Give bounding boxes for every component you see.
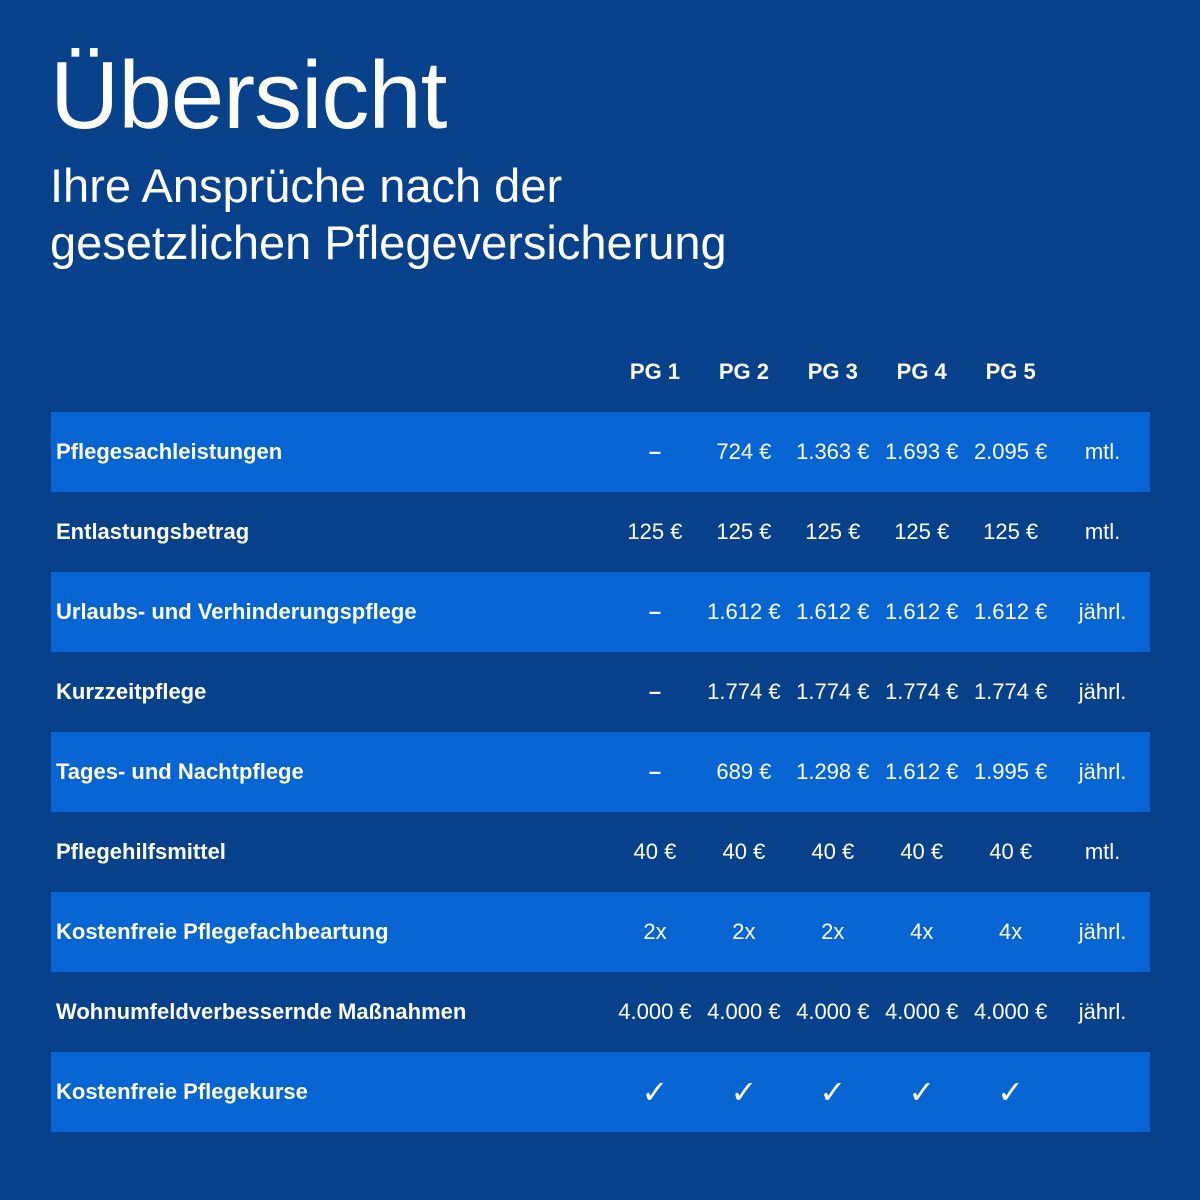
table-row: [51, 1052, 1150, 1132]
table-row: [51, 972, 1150, 1052]
table-cell: 1.612 €: [707, 599, 781, 624]
table-cell: 1.774 €: [885, 679, 959, 704]
table-cell: 4.000 €: [885, 999, 959, 1024]
row-unit: mtl.: [1084, 439, 1121, 464]
table-cell: –: [648, 759, 662, 784]
table-cell: 125 €: [805, 519, 861, 544]
table-cell: 125 €: [716, 519, 772, 544]
row-label: Kostenfreie Pflegekurse: [56, 1079, 308, 1104]
table-body: [51, 412, 1150, 1132]
checkmark-icon: ✓: [997, 1074, 1025, 1110]
checkmark-icon: ✓: [730, 1074, 758, 1110]
table-cell: 4.000 €: [796, 999, 870, 1024]
table-row: [51, 812, 1150, 892]
table-row: [51, 732, 1150, 812]
table-cell: 724 €: [716, 439, 772, 464]
row-label: Wohnumfeldverbessernde Maßnahmen: [56, 999, 467, 1024]
column-header-pg2: PG 2: [718, 359, 769, 384]
table-cell: 40 €: [900, 839, 944, 864]
table-cell: 689 €: [716, 759, 772, 784]
table-row: [51, 572, 1150, 652]
table-cell: 4.000 €: [618, 999, 692, 1024]
row-unit: jährl.: [1078, 919, 1127, 944]
table-cell: 4.000 €: [707, 999, 781, 1024]
row-label: Kostenfreie Pflegefachbeartung: [56, 919, 389, 944]
table-cell: –: [648, 679, 662, 704]
table-cell: 1.363 €: [796, 439, 870, 464]
column-header-pg1: PG 1: [629, 359, 681, 384]
table-cell: 1.612 €: [885, 599, 959, 624]
table-row: [51, 652, 1150, 732]
table-cell: 1.774 €: [796, 679, 870, 704]
table-cell: 2.095 €: [973, 439, 1048, 464]
table-cell: 2x: [821, 919, 845, 944]
table-header-row: [51, 332, 1150, 412]
table-cell: 1.995 €: [973, 759, 1048, 784]
column-header-pg4: PG 4: [896, 359, 947, 384]
table-cell: –: [648, 599, 662, 624]
table-cell: 1.774 €: [973, 679, 1048, 704]
table-cell: 1.693 €: [885, 439, 959, 464]
row-label: Kurzzeitpflege: [56, 679, 207, 704]
table-cell: 2x: [732, 919, 756, 944]
row-unit: jährl.: [1078, 759, 1127, 784]
column-header-pg3: PG 3: [807, 359, 858, 384]
table-cell: 1.298 €: [796, 759, 870, 784]
table-cell: 1.612 €: [973, 599, 1048, 624]
column-header-pg5: PG 5: [985, 359, 1036, 384]
table-cell: 40 €: [633, 839, 677, 864]
table-cell: 4.000 €: [973, 999, 1048, 1024]
table-cell: 2x: [643, 919, 667, 944]
row-unit: mtl.: [1084, 519, 1121, 544]
benefits-table: [51, 332, 1150, 1132]
subtitle-line-1: Ihre Ansprüche nach der: [50, 159, 563, 212]
row-label: Tages- und Nachtpflege: [56, 759, 304, 784]
table-row: [51, 892, 1150, 972]
row-unit: jährl.: [1078, 679, 1127, 704]
table-cell: 4x: [910, 919, 934, 944]
row-label: Entlastungsbetrag: [56, 519, 250, 544]
table-cell: 1.612 €: [796, 599, 870, 624]
table-cell: –: [648, 439, 662, 464]
table-cell: 40 €: [811, 839, 855, 864]
page-title: Übersicht: [50, 42, 447, 149]
page-subtitle: [50, 157, 727, 271]
table-cell: 40 €: [722, 839, 766, 864]
checkmark-icon: ✓: [641, 1074, 669, 1110]
table-cell: 125 €: [627, 519, 683, 544]
row-label: Urlaubs- und Verhinderungspflege: [56, 599, 417, 624]
row-unit: mtl.: [1084, 839, 1121, 864]
row-label: Pflegehilfsmittel: [56, 839, 226, 864]
checkmark-icon: ✓: [908, 1074, 936, 1110]
row-unit: jährl.: [1078, 999, 1127, 1024]
table-row: [51, 492, 1150, 572]
table-cell: 125 €: [894, 519, 950, 544]
table-cell: 1.612 €: [885, 759, 959, 784]
checkmark-icon: ✓: [819, 1074, 847, 1110]
row-unit: jährl.: [1078, 599, 1127, 624]
table-cell: 1.774 €: [707, 679, 781, 704]
table-cell: 4x: [999, 919, 1023, 944]
table-row: [51, 412, 1150, 492]
table-cell: 40 €: [989, 839, 1033, 864]
table-cell: 125 €: [983, 519, 1039, 544]
subtitle-line-2: gesetzlichen Pflegeversicherung: [50, 216, 727, 269]
row-label: Pflegesachleistungen: [56, 439, 283, 464]
